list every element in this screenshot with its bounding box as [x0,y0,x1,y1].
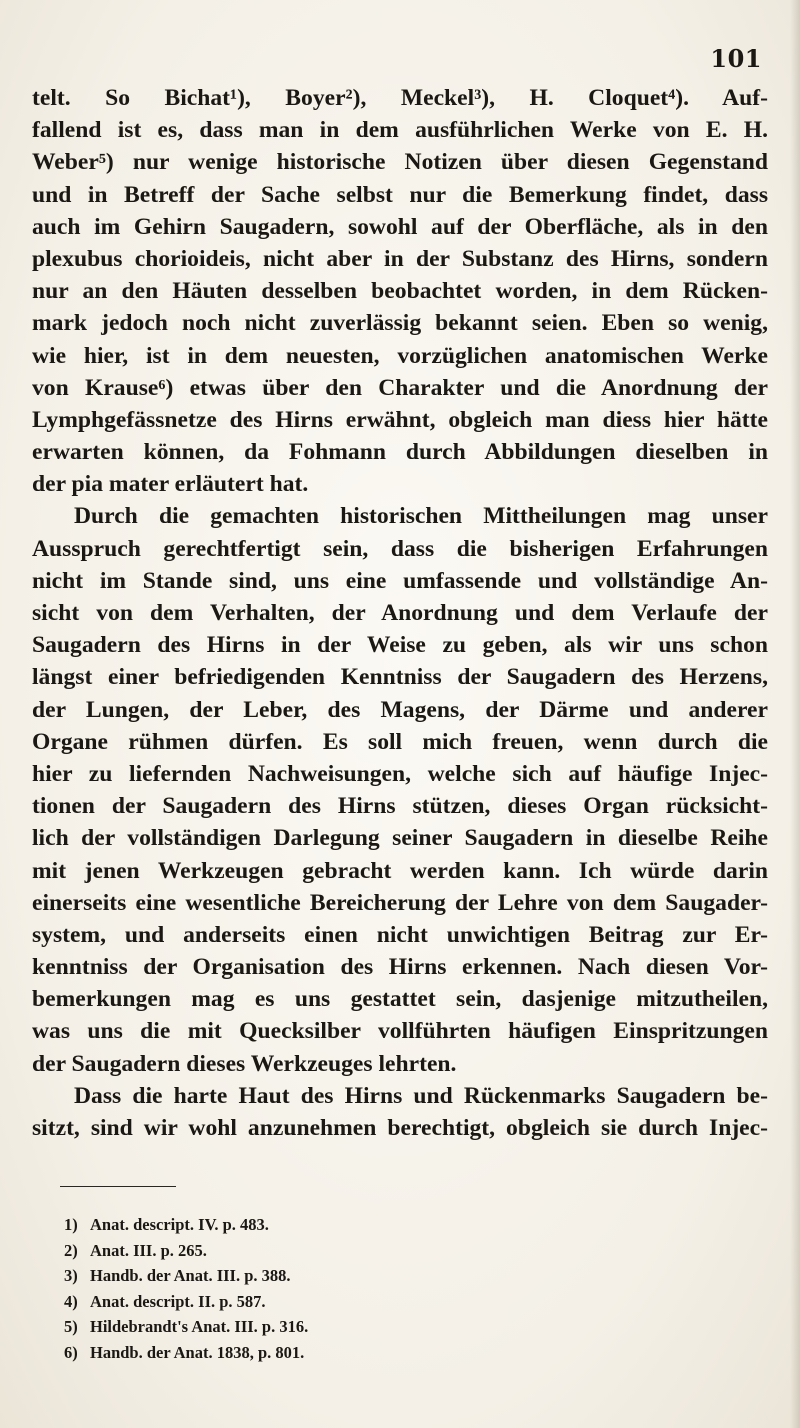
text-line: der Lungen, der Leber, des Magens, der Därme und anderer [32,696,768,723]
text-line: auch im Gehirn Saugadern, sowohl auf der Oberfläche, als in den [32,213,768,240]
text-line: sicht von dem Verhalten, der Anordnung und dem Verlaufe der [32,600,768,626]
footnote [64,1289,664,1315]
text-line: lich der vollständigen Darlegung seiner Saugadern in dieselbe Reihe [32,825,768,852]
footnote [64,1314,664,1340]
footnote [64,1238,664,1264]
footnote-number: 3) [64,1266,78,1285]
footnote-number: 1) [64,1215,78,1234]
text-line: einerseits eine wesentliche Bereicherung der Lehre von dem Saugader- [32,889,768,916]
text-line: erwarten können, da Fohmann durch Abbildungen dieselben in [32,439,768,466]
footnote [64,1340,664,1366]
footnote-number: 2) [64,1240,78,1260]
text-line: Dass die harte Haut des Hirns und Rückenmarks Saugadern be- [74,1082,768,1109]
text-line: was uns die mit Quecksilber vollführten häufigen Einspritzungen [32,1018,768,1045]
footnote-separator [60,1186,176,1187]
body-text [32,82,768,1144]
text-line: Weber⁵) nur wenige historische Notizen über diesen Gegenstand [32,149,768,176]
text-line: bemerkungen mag es uns gestattet sein, dasjenige mitzutheilen, [32,986,768,1013]
footnote-text: Anat. III. p. 265. [90,1240,207,1260]
text-line: der pia mater erläutert hat. [32,471,309,498]
footnote-text: Anat. descript. II. p. 587. [90,1291,266,1311]
text-line: wie hier, ist in dem neuesten, vorzüglichen anatomischen Werke [32,342,768,369]
text-line: der Saugadern dieses Werkzeuges lehrten. [32,1050,457,1077]
text-line: Ausspruch gerechtfertigt sein, dass die bisherigen Erfahrungen [32,535,768,562]
text-line: mit jenen Werkzeugen gebracht werden kann. Ich würde darin [32,857,768,884]
footnote-text: Handb. der Anat. 1838, p. 801. [90,1342,305,1362]
text-line: telt. So Bichat¹), Boyer²), Meckel³), H. Cloquet⁴). Auf- [32,85,768,111]
text-line: Lymphgefässnetze des Hirns erwähnt, obgleich man diess hier hätte [32,406,768,433]
text-line: mark jedoch noch nicht zuverlässig bekannt seien. Eben so wenig, [32,310,768,337]
footnote-text: Handb. der Anat. III. p. 388. [90,1266,291,1285]
footnote-text: Anat. descript. IV. p. 483. [90,1215,269,1234]
text-line: system, und anderseits einen nicht unwichtigen Beitrag zur Er- [32,921,768,948]
footnote-number: 4) [64,1291,78,1311]
footnote-text: Hildebrandt's Anat. III. p. 316. [90,1317,309,1336]
text-line: nicht im Stande sind, uns eine umfassende und vollständige An- [32,567,768,594]
text-line: von Krause⁶) etwas über den Charakter und die Anordnung der [32,374,768,401]
text-line: kenntniss der Organisation des Hirns erkennen. Nach diesen Vor- [32,954,768,981]
text-line: nur an den Häuten desselben beobachtet worden, in dem Rücken- [32,278,768,305]
footnote-number: 6) [64,1342,78,1362]
page-edge-shadow [790,0,800,1428]
text-line: plexubus chorioideis, nicht aber in der Substanz des Hirns, sondern [32,245,768,272]
text-line: und in Betreff der Sache selbst nur die Bemerkung findet, dass [32,181,768,208]
text-line: Organe rühmen dürfen. Es soll mich freuen, wenn durch die [32,728,768,755]
footnotes [64,1212,664,1365]
text-line: längst einer befriedigenden Kenntniss der Saugadern des Herzens, [32,664,768,691]
footnote [64,1212,664,1238]
text-line: hier zu liefernden Nachweisungen, welche sich auf häufige Injec- [32,760,768,787]
text-line: fallend ist es, dass man in dem ausführlichen Werke von E. H. [32,117,768,144]
page-number: 101 [710,44,762,73]
text-line: Saugadern des Hirns in der Weise zu geben, als wir uns schon [32,632,768,659]
text-line: sitzt, sind wir wohl anzunehmen berechtigt, obgleich sie durch Injec- [32,1115,768,1141]
text-line: Durch die gemachten historischen Mittheilungen mag unser [74,503,768,530]
footnote [64,1263,664,1289]
footnote-number: 5) [64,1317,78,1336]
text-line: tionen der Saugadern des Hirns stützen, dieses Organ rücksicht- [32,793,768,820]
